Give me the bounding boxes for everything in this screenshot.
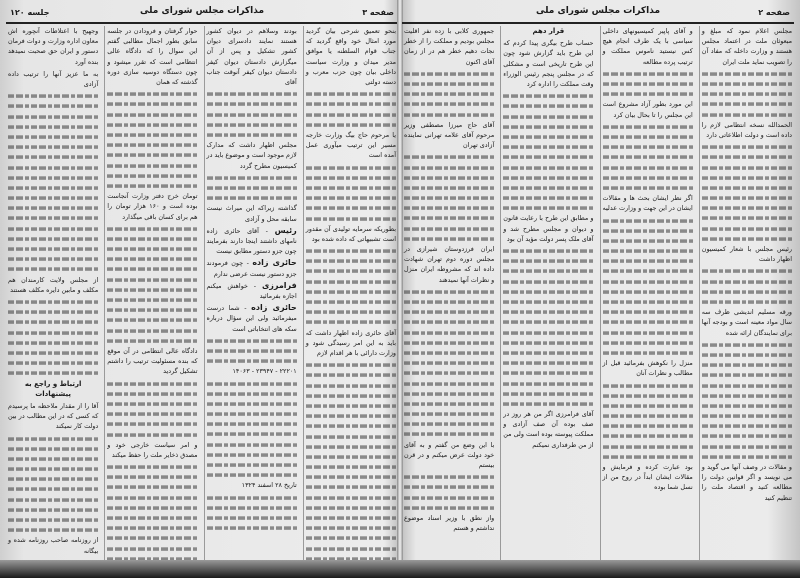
speaker-name: حائری زاده	[251, 303, 297, 313]
speaker-name: رئیس	[274, 225, 297, 235]
paragraph: از روزنامه صاحب روزنامه شده و بیگانه	[8, 536, 99, 555]
paragraph: بطوریکه سرمایه تولیدی آن مقدور است تشبیهاتی که داده شده بود	[305, 224, 396, 243]
speaker-name: فرامرزی	[261, 280, 297, 290]
section-subheading: ارتباط و راجع به پیشنهادات	[24, 379, 82, 398]
paragraph: با این وضع من گفتم و به آقای خود دولت عرض میکنم و در قرن بیستم	[404, 440, 495, 470]
paragraph: و مقالات در وصف آنها می گوید و می نویسد و اگر قوانین دولت را مطالعه کنید و اقتصاد ملت را تنظیم کنید	[701, 463, 792, 502]
paragraph: و امر سیاست خارجی خود و مصدق ذخایر ملت را حفظ میکند	[107, 440, 198, 459]
paragraph: گذاشته زیراکه این میراث نیست سابقه محل و آزادی	[206, 204, 297, 223]
speaker-text: چون فرمودند جزو دستور نیست عرضی ندارم	[206, 259, 297, 278]
paragraph: آقای حاج میرزا مصطفی وزیر مرحوم آقای علامه تهرانی نماینده آزادی تهران	[404, 120, 495, 150]
right-page	[402, 0, 794, 560]
paragraph: آقای فرامرزی اگر من هر روز در صف بوده آن صف آزادی و مملکت پیوسته بوده است ولی من از من طرفداری نمیکنم	[503, 410, 594, 449]
paragraph: رئیس مجلس با شعار کمیسیون اظهار داشت	[701, 245, 792, 264]
page-header	[402, 8, 794, 24]
figures-line: ۲۲۲۰۱ - ۲۳۹۴۷ - ۱۴۰۶۳	[232, 367, 297, 376]
paragraph: بود عبارت کرده و فرمایش و مقالات ایشان ابداً در روح من از نسل شما بوده	[602, 463, 693, 492]
column-container	[6, 26, 398, 560]
paragraph: آقا را از مقدار ملاحظه ما پرسیدم که کسی که در این مطالب در بین دولت کار نمیکند	[8, 401, 99, 431]
paragraph: ورقه مسلیم اندیشی ظرف سه سال مواد معینه است و بودجه آنها برای نمایندگان ارائه شده	[701, 308, 792, 337]
paragraph: دادگاه عالی انتظامی در آن موقع که بنده مسئولیت ترتیب را داشتم تشکیل گردید	[107, 346, 198, 376]
page-title: مذاکرات مجلس شورای ملی	[139, 6, 265, 16]
column-container	[402, 26, 794, 560]
left-page	[6, 0, 398, 560]
text-column	[303, 26, 398, 560]
paragraph: بودند وسلاهم در دیوان کشور هستند نمایند دادسرای دیوان کشور تشکیل و پس از آن میگزارش دادستان دیوان کیفر دادستان دیوان کیفر آنوقت جناب آقای	[206, 27, 297, 87]
paragraph: یا مرحوم حاج بیگ وزارت خارجه مسیر این ترتیب میآوری عمل آمده است	[305, 130, 396, 160]
speaker-name: حائری زاده	[252, 258, 297, 268]
paragraph: اگر نظر ایشان بحث ها و مقالات ایشان در این جهت و وزارت عدلیه	[602, 194, 693, 213]
page-title: مذاکرات مجلس شورای ملی	[535, 6, 661, 16]
page-number: صفحه ۲	[758, 8, 790, 17]
page-header	[6, 8, 398, 24]
text-column	[6, 26, 100, 560]
paragraph: مجلس اعلام نمود که مبلغ و مبعوثان ملت در اعتماد مجلس هستند و وزارت داخله که مفاد آن را تصویب نماید ملت ایران	[701, 27, 792, 66]
text-column	[402, 26, 496, 560]
text-column: بودند وسلاهم در دیوان کشور هستند نمایند دادسرای دیوان کشور تشکیل و پس از آن میگزارش دادستان دیوان کیفر دادستان دیوان کیفر آنوقت جناب آقای مجلس اظهار داشت که مدارک لازم موجود است و موضوع باید در کمیسیون مطرح گردد گذاشته زیراکه این میراث نیست سابقه محل و آزادی رئیس - آقای حائری زاده نامهای داشتند اینجا دارند بفرمایند چون جزو دستور مطابق نیست حائری زاده - چون فرمودند جزو دستور نیست عرضی ندارم فرامرزی - خواهش میکنم اجازه بفرمائید حائری زاده - شما درست میفرمائید ولی این سؤال درباره سکه های انتخاباتی است ۲۲۲۰۱ - ۲۳۹۴۷ - ۱۴۰۶۳ تاریخ ۲۸ اسفند ۱۳۲۴	[204, 26, 299, 560]
paragraph: از مجلس ولایت کارمندان هم مکلف و مابین دایره مکلف هستند	[8, 275, 99, 294]
section-subheading: قرار دهم	[532, 27, 565, 35]
paragraph: ایران فرزدوستان شیرازی در مجلس دوره دوم تهران شهادت داده اند که مشروطه ایران منزل و نظرات آنها نمیدهند	[404, 245, 495, 284]
paragraph: وجهیح با اعتلاطات آنچوره اش معاون اداره وزارت و دوات فرمان دستور و ایران حق صحبت نمیدهد بنده آورد	[8, 27, 99, 66]
paragraph: حساب طرح بیگری پیدا کردم که این طرح باید گزارش شود چون این طرح تاریخی است و مشکلی که در مجلس پنجم رئیس الوزراء وقت مملکت را اداره کرد	[503, 39, 594, 89]
paragraph: به ما عزیز آنها را ترتیب داده آزادی	[8, 69, 99, 89]
speaker-text: خواهش میکنم اجازه بفرمائید	[206, 281, 297, 300]
text-column	[500, 26, 595, 560]
paragraph: منزل را نکوهش بفرمائید قبل از مطالب و نظرات آنان	[602, 359, 693, 378]
paragraph: واز نطق با وزیر اسناد موضوع نداشتم و هستم	[404, 514, 495, 533]
paragraph: بنحو تعمیق شرحی بیان گردید مورد امثال خود واقع گردید که جناب قوام السلطنه یا موافق مدیر میدان و وزارت سیاست داخلی بیان چون حزب معرب و دسته دولتی	[305, 27, 396, 87]
paragraph: تومان خرج دفتر وزارت آنجاست بوده است و ۱۶۰ هزار تومان را هم برای کسان باقی میگذارد	[107, 192, 198, 221]
text-column	[600, 26, 695, 560]
speaker-text: شما درست میفرمائید ولی این سؤال درباره سکه های انتخاباتی است	[206, 304, 297, 333]
paragraph: و مطابق این طرح با رعایت قانون و دیوان و مجلس مطرح شد و آقای ملک پسر دولت مؤید آن بود	[503, 214, 594, 243]
text-column	[699, 26, 794, 560]
paragraph: جمهوری کلابی با زده نفر اقلیت مجلس بودیم و مملکت را از خطر نجات دهیم خطر هم در از زمان آقای اکنون	[404, 27, 495, 66]
paragraph: حوار گرفتان و فرودادن در جلسه سابق بطور اجمال مطالبی گفتم این سوال را که دادگاه عالی انتظامی است که تقرر میشود و چون دستگاه دوسیه سازی دوره گذشته که همان	[107, 27, 198, 87]
speaker-text: آقای حائری زاده نامهای داشتند اینجا دارند بفرمایند چون جزو دستور مطابق نیست	[206, 226, 297, 256]
paragraph: آقای حائری زاده اظهار داشت که باید به این امر رسیدگی شود و وزارت دارائی با هر اقدام لازم	[305, 328, 396, 358]
page-number: صفحه ۳	[362, 8, 394, 17]
date-reference: تاریخ ۲۸ اسفند ۱۳۲۴	[241, 481, 297, 490]
text-column	[104, 26, 199, 560]
paragraph: الحمدالله نسخه انتظامی لازم را داده است و دولت اطلاعاتی دارد	[701, 120, 792, 139]
paragraph: مجلس اظهار داشت که مدارک لازم موجود است و موضوع باید در کمیسیون مطرح گردد	[206, 141, 297, 170]
paragraph: و آقای پاپیر کمیسیونهای داخلی سیاسی با یک طرف انجام هیچ کس نیستید ناموس مملکت و ترتیب پرده مطالعه	[602, 27, 693, 66]
scan-bottom-edge	[0, 560, 800, 578]
session-number: جلسه ۱۲۰	[10, 8, 50, 17]
paragraph: این مورد بطور آزاد مشروع است این مجلس را تا بحال بیان کرد	[602, 100, 693, 119]
